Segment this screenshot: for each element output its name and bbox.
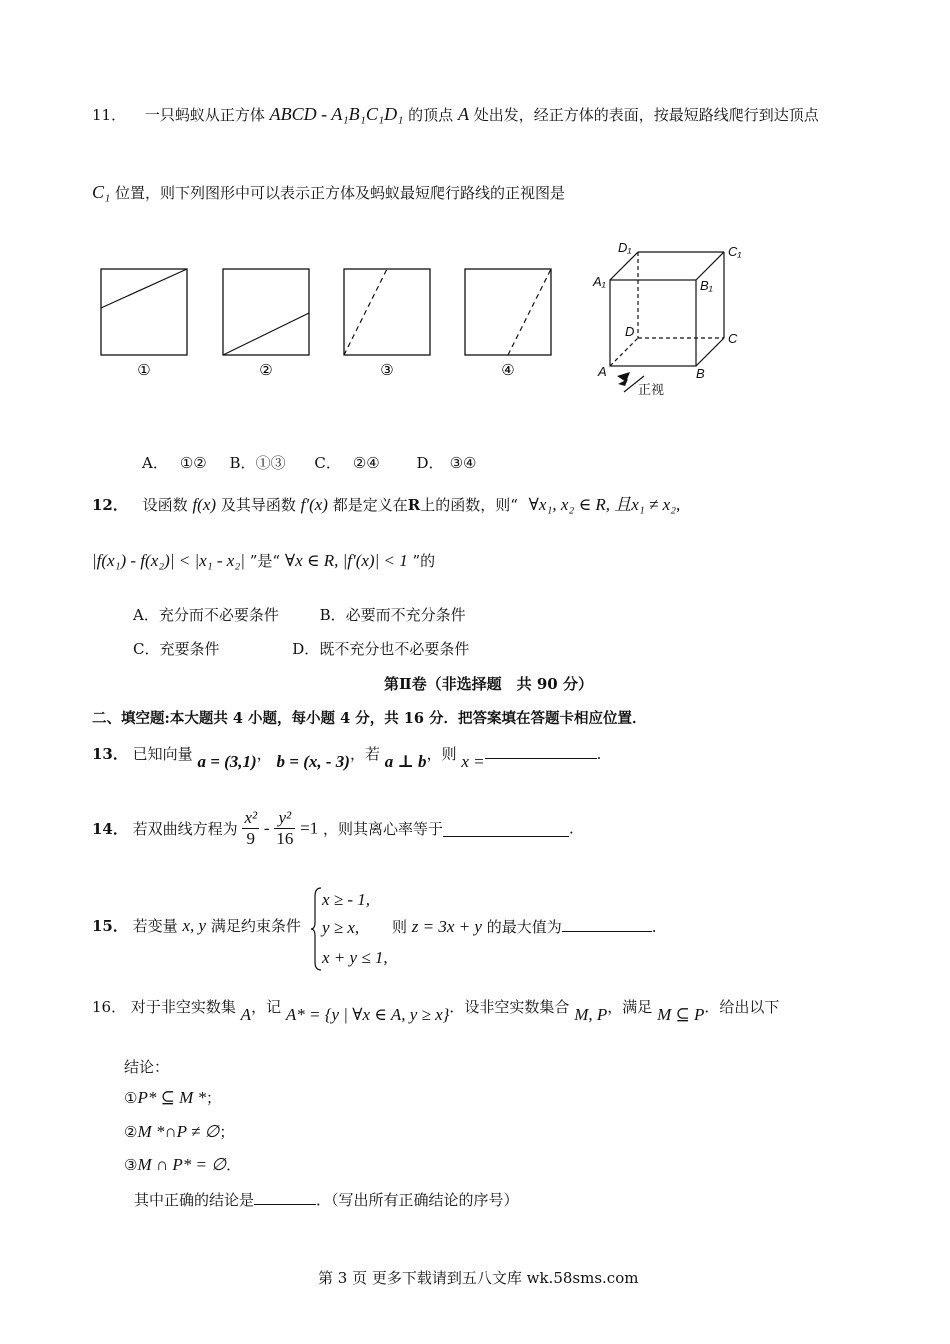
question-number: 15． <box>92 917 128 935</box>
q13-text: ，若 <box>349 745 380 763</box>
q16-text: 其中正确的结论是 <box>134 1191 255 1209</box>
q16-text: ．（写出所有正确结论的序号） <box>316 1191 519 1209</box>
q15-text: 则 <box>392 918 408 936</box>
q13-text: ， <box>256 745 272 763</box>
q16-text: ，记 <box>251 998 282 1016</box>
option-b: B．必要而不充分条件 <box>319 606 466 624</box>
q16-answer-line <box>134 1188 519 1210</box>
q15-intro <box>92 915 301 936</box>
q14 <box>92 808 574 849</box>
function-fprime: f′(x) <box>300 495 328 514</box>
q11-options <box>142 452 476 473</box>
part2-title: 第Ⅱ卷（非选择题 共 90 分） <box>384 675 593 693</box>
fraction-x2-9: $\frac{\text{x²}}{9}$ <box>244 808 258 848</box>
q12-line2 <box>92 550 435 571</box>
q14-text: ，则其离心率等于 <box>323 820 444 838</box>
constraint-2: y ≥ x, <box>322 918 360 937</box>
answer-blank[interactable] <box>443 820 569 837</box>
q12-options-row1 <box>133 604 466 625</box>
fraction-y2-16: $\frac{\text{y²}}{16}$ <box>276 808 294 848</box>
q12-text: ”是“ <box>249 552 281 570</box>
q11-line1 <box>92 104 819 125</box>
figure-label: ④ <box>501 362 515 379</box>
q16-text: ，满足 <box>607 998 653 1016</box>
q15-text: 满足约束条件 <box>210 917 301 935</box>
q12-options-row2 <box>133 638 469 659</box>
q16-text: ．设非空实数集合 <box>449 998 570 1016</box>
q13-text: 已知向量 <box>132 745 193 763</box>
q14-text: 若双曲线方程为 <box>132 820 238 838</box>
figure-label: ③ <box>380 362 394 379</box>
condition-2: |f(x₁) - f(x₂)| < |x₁ - x₂| <box>92 551 245 570</box>
answer-blank[interactable] <box>254 1188 316 1205</box>
figure-label: ② <box>259 362 273 379</box>
option-d: D． ③④ <box>416 454 477 472</box>
q14-text: . <box>569 819 574 838</box>
label-c1: C₁ <box>728 244 742 259</box>
cube-name: ABCD - A₁B₁C₁D₁ <box>269 104 404 124</box>
label-d1: D₁ <box>618 240 632 255</box>
label-c: C <box>728 331 738 346</box>
q15-tail <box>392 915 657 937</box>
figure-4 <box>465 269 551 379</box>
q13-text: . <box>596 745 602 763</box>
constraint-3: x + y ≤ 1, <box>322 948 388 967</box>
a-star-definition: A* = {y | ∀x ∈ A, y ≥ x} <box>285 1005 450 1024</box>
perpendicular-condition: a ⊥ b <box>384 752 427 771</box>
answer-blank[interactable] <box>485 742 597 759</box>
vertex-a: A <box>457 104 469 124</box>
set-a: A <box>240 1005 252 1024</box>
q13-text: ，则 <box>426 745 457 763</box>
option-a: A．充分而不必要条件 <box>133 606 279 624</box>
q11-text: 一只蚂蚁从正方体 <box>144 106 265 124</box>
figure-label: ① <box>137 362 151 379</box>
question-number: 11． <box>92 106 127 124</box>
cube-diagram <box>590 236 750 401</box>
set-r: R <box>407 496 421 514</box>
q11-front-view-figures <box>90 260 580 385</box>
q11-text: 的顶点 <box>408 106 454 124</box>
q13 <box>92 742 602 771</box>
label-a: A <box>598 364 607 379</box>
equals-one: =1 <box>300 818 319 838</box>
question-number: 16． <box>92 998 127 1016</box>
sets-m-p: M, P <box>574 1005 608 1024</box>
q16-text: ．给出以下 <box>704 998 780 1016</box>
q15-text: 若变量 <box>132 917 178 935</box>
q16-conclusions-label: 结论： <box>124 1058 170 1076</box>
label-b: B <box>696 366 705 381</box>
function-f: f(x) <box>192 495 217 514</box>
vertex-c1: C₁ <box>92 182 111 202</box>
question-number: 13． <box>92 745 128 763</box>
vector-b: b = (x, - 3) <box>276 752 350 771</box>
q16-conclusion-3: ③M ∩ P* = ∅． <box>124 1155 242 1174</box>
label-d: D <box>625 324 635 339</box>
option-d: D．既不充分也不必要条件 <box>292 640 470 658</box>
question-number: 12． <box>92 496 128 514</box>
q16-conclusion-1: ①P* ⊆ M *； <box>124 1088 222 1107</box>
q12-text: 都是定义在 <box>332 496 408 514</box>
section2-heading: 二、填空题:本大题共 4 小题，每小题 4 分，共 16 分．把答案填在答题卡相应位置． <box>92 710 647 727</box>
q12-text: ”的 <box>412 552 436 570</box>
q16-line1 <box>92 996 780 1024</box>
option-c: C． ②④ <box>314 454 380 472</box>
label-front-view: 正视 <box>638 382 665 397</box>
q15-text: 的最大值为 <box>486 918 562 936</box>
minus-sign: - <box>263 818 270 838</box>
objective-function: z = 3x + y <box>411 917 482 936</box>
m-subset-p: M ⊆ P <box>657 1005 705 1024</box>
option-b: B．①③ <box>229 454 286 472</box>
q15-text: . <box>651 918 657 936</box>
label-b1: B₁ <box>700 278 713 293</box>
q16-text: 对于非空实数集 <box>130 998 236 1016</box>
q12-text: 设函数 <box>142 496 188 514</box>
figure-2 <box>223 269 309 379</box>
page-footer: 第 3 页 更多下载请到五八文库 wk.58sms.com <box>318 1269 639 1287</box>
variables: x, y <box>182 916 207 935</box>
x-equals: x = <box>461 752 485 771</box>
vector-a: a = (3,1) <box>197 752 257 771</box>
condition-1: ∀x₁, x₂ ∈ R, 且x₁ ≠ x₂, <box>528 495 681 514</box>
label-a1: A₁ <box>593 274 606 289</box>
figure-3 <box>344 269 430 379</box>
q11-text: 位置，则下列图形中可以表示正方体及蚂蚁最短爬行路线的正视图是 <box>115 184 566 202</box>
constraint-brace <box>310 886 322 972</box>
q16-conclusion-2: ②M *∩P ≠ ∅； <box>124 1122 235 1141</box>
q12-text: 上的函数，则“ <box>420 496 518 514</box>
option-a: A． ①② <box>142 454 207 472</box>
condition-3: ∀x ∈ R, |f′(x)| < 1 <box>284 551 408 570</box>
q12-text: 及其导函数 <box>220 496 296 514</box>
question-number: 14． <box>92 820 128 838</box>
q11-line2 <box>92 182 565 203</box>
answer-blank[interactable] <box>562 915 652 932</box>
q12-line1 <box>92 490 680 515</box>
option-c: C．充要条件 <box>133 640 220 658</box>
constraint-1: x ≥ - 1, <box>322 890 371 909</box>
figure-1 <box>101 269 187 379</box>
q11-text: 处出发，经正方体的表面，按最短路线爬行到达顶点 <box>473 106 819 124</box>
